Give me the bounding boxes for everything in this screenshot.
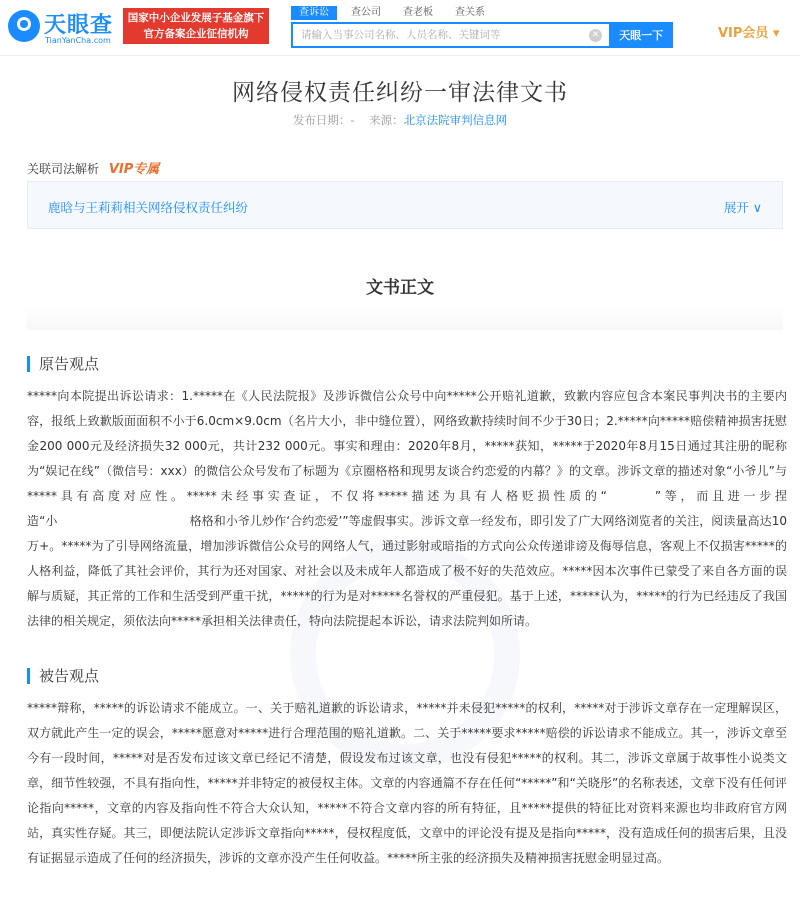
tab-company[interactable]: 查公司 bbox=[351, 7, 381, 18]
top-header bbox=[0, 0, 800, 56]
publish-date: 发布日期：- bbox=[292, 113, 355, 127]
official-banner bbox=[123, 8, 269, 44]
tab-relation[interactable]: 查关系 bbox=[455, 7, 485, 18]
source-label: 来源： bbox=[369, 113, 404, 127]
plaintiff-text: *****向本院提出诉讼请求：1.*****在《人民法院报》及涉诉微信公众号中向*****公开赔礼道歉，致歉内容应包含本案民事判决书的主要内容，报纸上致歉版面面积不小于6.0cm×9.0cm（名片大小，非中缝位置），网络致歉持续时间不少于30日；2.*****向*****赔偿精神损害抚慰金200 000元及经济损失32 000元，共计232 000元。事实和理由：2020年8月，*****获知，*****于2020年8月15日通过其注册的昵称为“娱记在线”（微信号：xxx）的微信公众号发布了标题为《京圈格格和现男友谈合约恋爱的内幕？》的文章。涉诉文章的描述对象“小爷儿”与*****具有高度对应性。*****未经事实查证，不仅将*****描述为具有人格贬损性质的“ ”等，而且进一步捏造“小 格格和小爷儿炒作‘合约恋爱’”等虚假事实。涉诉文章一经发布，即引发了广大网络浏览者的关注，阅读量高达10万+。*****为了引导网络流量，增加涉诉微信公众号的网络人气，通过影射或暗指的方式向公众传递诽谤及侮辱信息，客观上不仅损害*****的人格利益，降低了其社会评价，其行为还对国家、对社会以及未成年人都造成了极不好的失范效应。*****因本次事件已蒙受了来自各方面的误解与质疑，其正常的工作和生活受到严重干扰，*****的行为是对*****名誉权的严重侵犯。基于上述，*****认为，*****的行为已经违反了我国法律的相关规定，须依法向*****承担相关法律责任，特向法院提起本诉讼，请求法院判如所请。 bbox=[27, 389, 787, 628]
banner-line-1: 国家中小企业发展子基金旗下 bbox=[127, 12, 265, 24]
defendant-heading: 被告观点 bbox=[27, 668, 99, 684]
related-analysis-header bbox=[27, 158, 159, 177]
tab-boss[interactable]: 查老板 bbox=[403, 7, 433, 18]
document-meta bbox=[0, 112, 800, 128]
defendant-text: *****辩称，*****的诉讼请求不能成立。一、关于赔礼道歉的诉讼请求，*****并未侵犯*****的权利，*****对于涉诉文章存在一定理解误区，双方就此产生一定的误会，*****愿意对*****进行合理范围的赔礼道歉。二、关于*****要求*****赔偿的诉讼请求不能成立。其一，涉诉文章至今有一段时间，*****对是否发布过该文章已经记不清楚，假设发布过该文章，也没有侵犯*****的权利。其二，涉诉文章属于故事性小说类文章，细节性较强，不具有指向性，*****并非特定的被侵权主体。文章的内容通篇不存在任何“*****”和“关晓彤”的名称表述，文章下没有任何评论指向*****，文章的内容及指向性不符合大众认知，*****不符合文章内容的所有特征，且*****提供的特征比对资料来源也均非政府官方网站，真实性存疑。其三，即便法院认定涉诉文章指向*****，侵权程度低，文章中的评论没有提及是指向*****，没有造成任何的损害后果，且没有证据显示造成了任何的经济损失，涉诉的文章亦没产生任何收益。*****所主张的经济损失及精神损害抚慰金明显过高。 bbox=[27, 701, 787, 865]
search-input[interactable] bbox=[291, 22, 609, 48]
related-analysis-box bbox=[27, 181, 783, 229]
search-button[interactable]: 天眼一下 bbox=[609, 22, 673, 48]
logo-name: 天眼查 bbox=[44, 13, 114, 38]
related-case-link[interactable]: 鹿晗与王莉莉相关网络侵权责任纠纷 bbox=[48, 200, 249, 215]
vip-member-menu[interactable]: VIP会员 ▾ bbox=[718, 26, 780, 41]
tianyancha-logo[interactable] bbox=[8, 8, 120, 48]
search-area bbox=[291, 6, 673, 48]
search-row bbox=[291, 22, 673, 48]
title-divider bbox=[27, 306, 783, 330]
logo-eye-icon bbox=[8, 10, 40, 42]
vip-exclusive-tag: VIP专属 bbox=[108, 162, 160, 177]
expand-button[interactable]: 展开 ∨ bbox=[723, 200, 762, 215]
document-body-title: 文书正文 bbox=[366, 278, 434, 298]
logo-domain: TianYanCha.com bbox=[45, 36, 111, 45]
document-title: 网络侵权责任纠纷一审法律文书 bbox=[232, 80, 568, 106]
clear-icon[interactable]: ✕ bbox=[589, 29, 602, 42]
tab-lawsuit[interactable]: 查诉讼 bbox=[291, 6, 337, 20]
source-link[interactable]: 北京法院审判信息网 bbox=[403, 113, 508, 127]
plaintiff-heading: 原告观点 bbox=[27, 356, 99, 372]
search-tabs bbox=[291, 6, 673, 20]
banner-line-2: 官方备案企业征信机构 bbox=[143, 28, 249, 40]
related-analysis-label: 关联司法解析 bbox=[27, 162, 100, 176]
